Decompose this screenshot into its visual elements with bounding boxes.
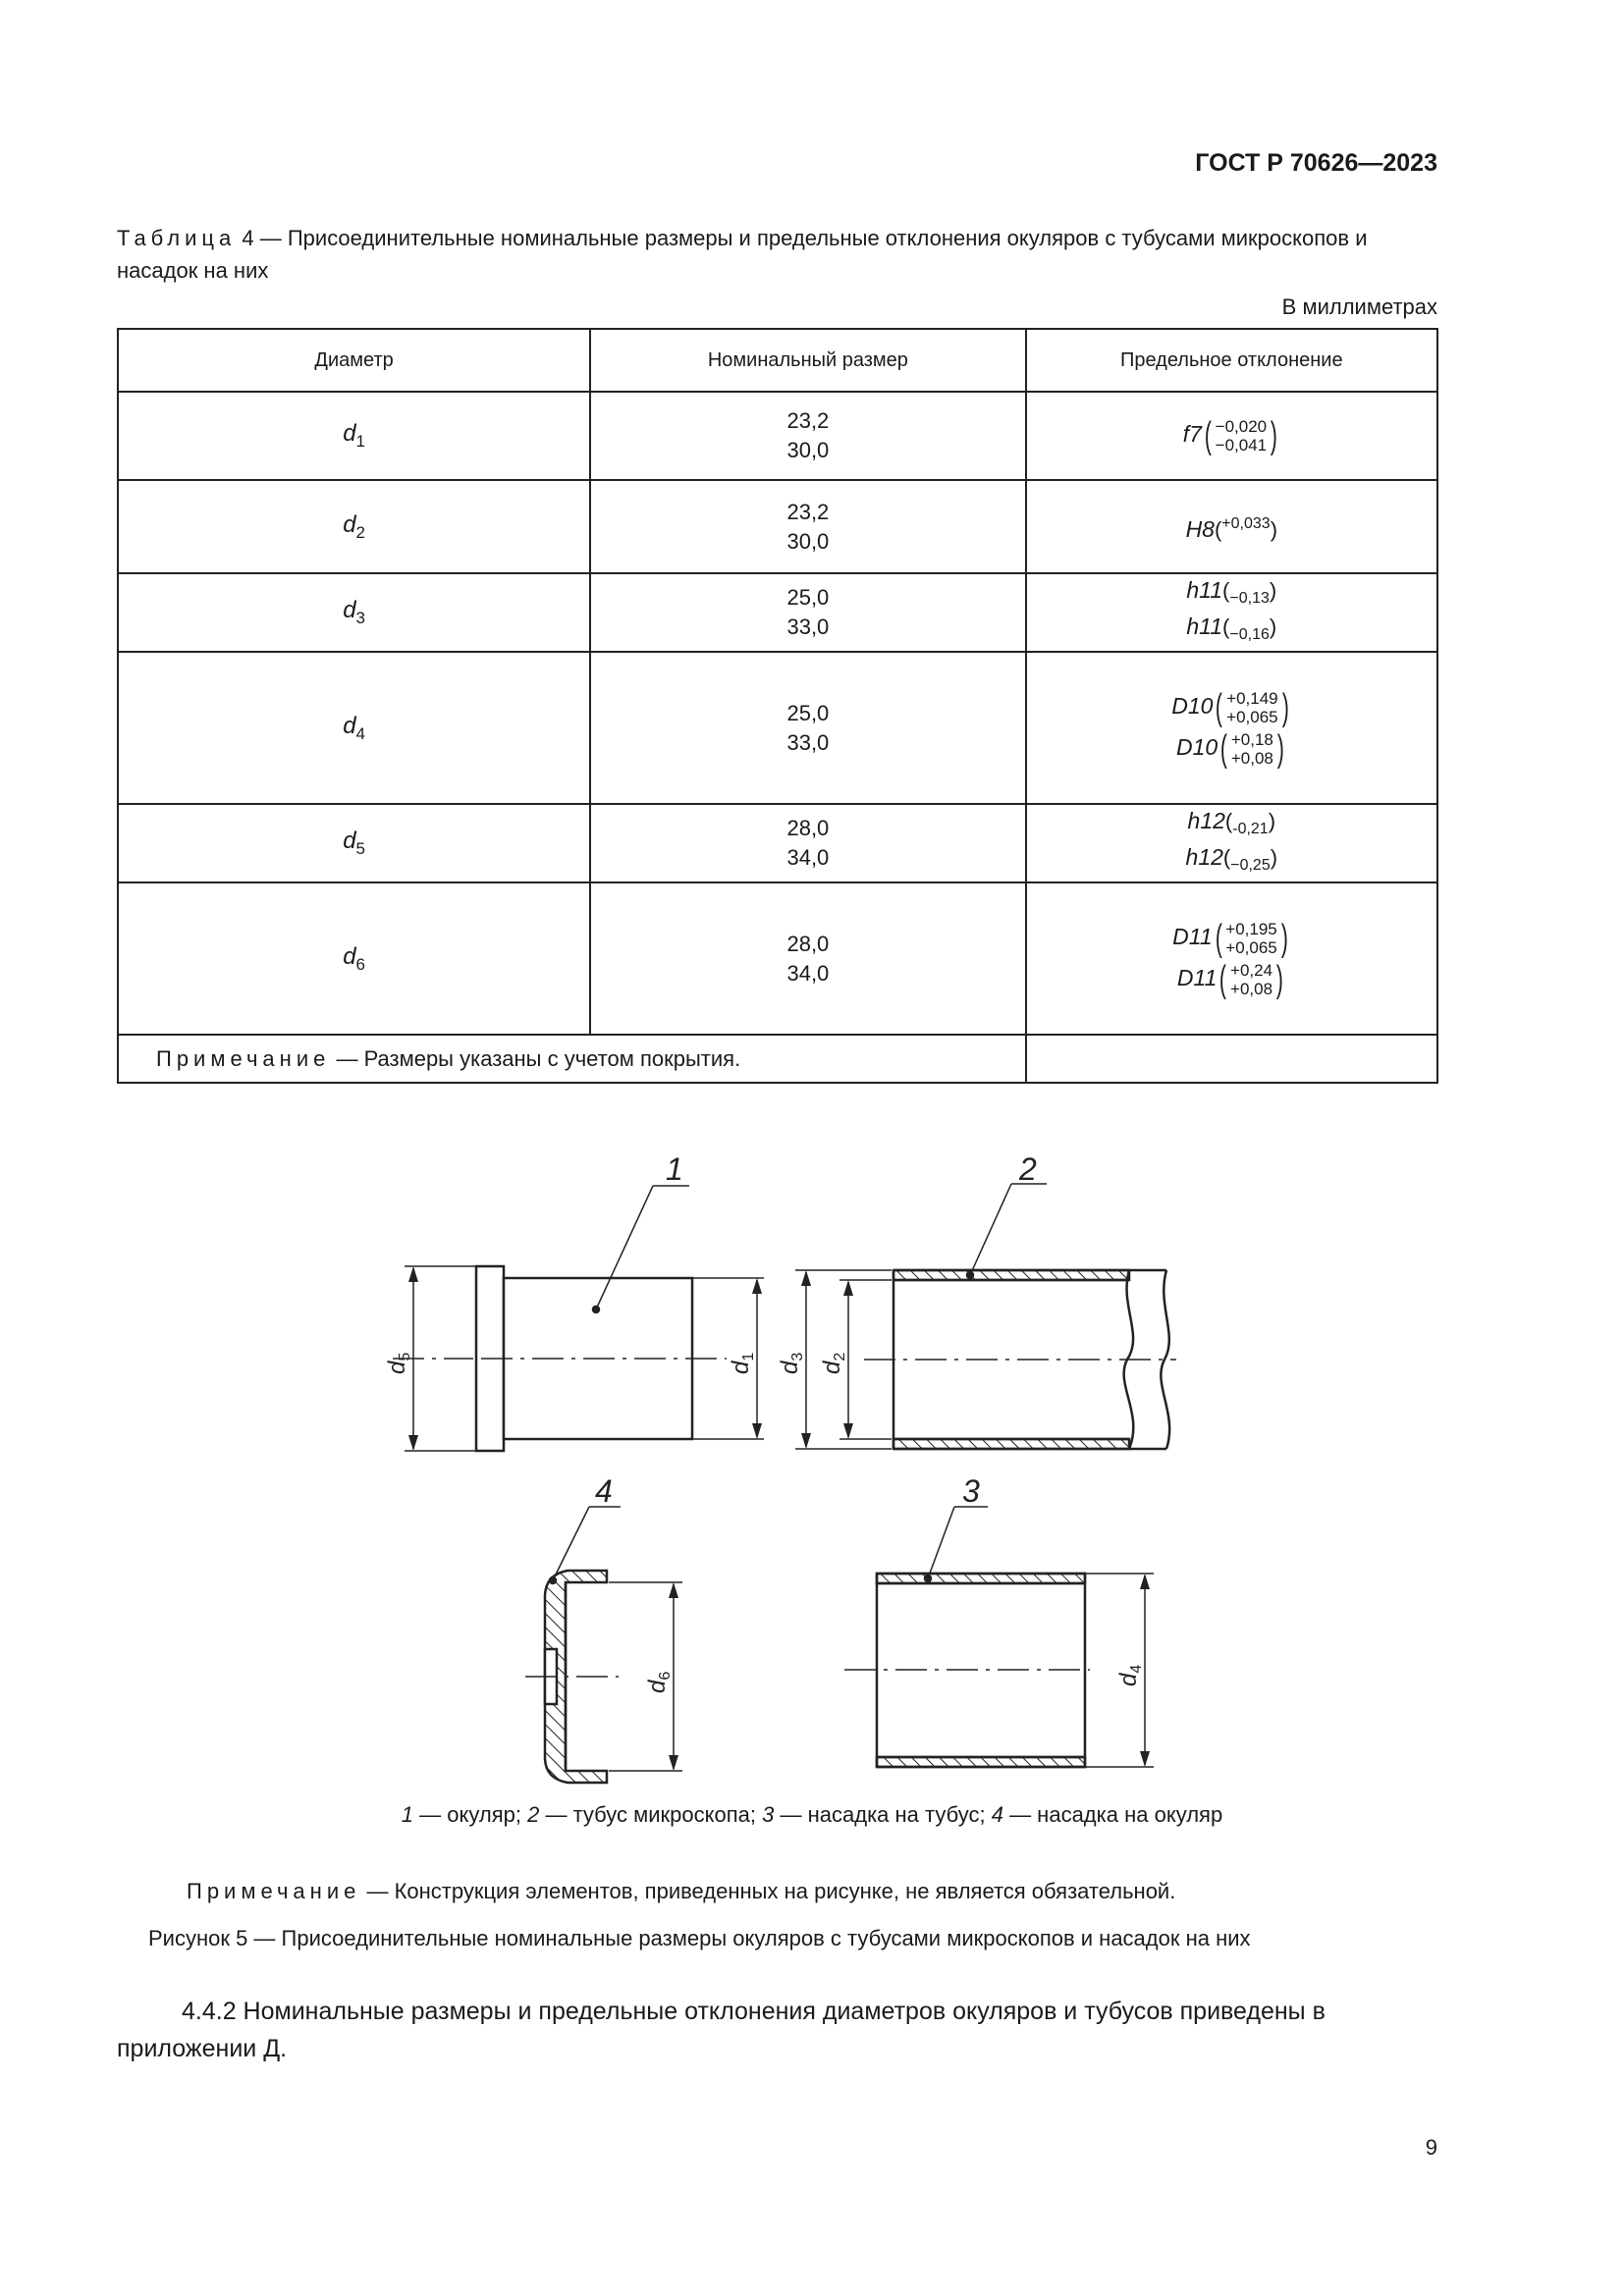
figure-title: Рисунок 5 — Присоединительные номинальные размеры окуляров с тубусами микроскопов и насадок на них: [148, 1926, 1251, 1950]
part-label-1: 1: [666, 1151, 683, 1187]
figure-note: Примечание — Конструкция элементов, приведенных на рисунке, не является обязательной.: [187, 1879, 1176, 1903]
body-paragraph: 4.4.2 Номинальные размеры и предельные отклонения диаметров окуляров и тубусов приведены в приложении Д.: [117, 1998, 1326, 2062]
diameter-cell: $d_4$: [118, 652, 590, 804]
nominal-cell: 25,0 33,0: [590, 652, 1025, 804]
table-caption-word: Таблица: [117, 226, 237, 250]
eyepiece-part: [393, 1186, 764, 1451]
dim-label-d3: $d_3$: [777, 1352, 806, 1374]
table-units: В миллиметрах: [1281, 294, 1437, 319]
column-header: Предельное отклонение: [1026, 329, 1437, 392]
diameter-cell: $d_1$: [118, 392, 590, 480]
dim-label-d1: $d_1$: [728, 1352, 757, 1374]
nominal-cell: 23,2 30,0: [590, 480, 1025, 573]
dim-label-d2: $d_2$: [819, 1352, 848, 1374]
nominal-cell: 25,0 33,0: [590, 573, 1025, 652]
microscope-tube-part: [795, 1184, 1176, 1449]
tolerance-cell: $h11(_{-0,13})$ $h11(_{-0,16})$: [1026, 573, 1437, 652]
figure-legend: 1 — окуляр; 2 — тубус микроскопа; 3 — насадка на тубус; 4 — насадка на окуляр: [401, 1802, 1223, 1827]
tolerance-cell: D11( +0,195 +0,065 ) D11( +0,24 +0,08 ): [1026, 882, 1437, 1035]
diameter-cell: $d_6$: [118, 882, 590, 1035]
nominal-cell: 28,0 34,0: [590, 804, 1025, 882]
nominal-cell: 28,0 34,0: [590, 882, 1025, 1035]
column-header: Номинальный размер: [590, 329, 1025, 392]
tolerance-cell: $h12(_{-0,21})$ $h12(_{-0,25})$: [1026, 804, 1437, 882]
dim-label-d5: $d_5$: [384, 1352, 413, 1374]
part-label-4: 4: [595, 1473, 613, 1509]
diameter-cell: $d_3$: [118, 573, 590, 652]
standard-number: ГОСТ Р 70626—2023: [1195, 149, 1437, 177]
part-label-2: 2: [1019, 1151, 1037, 1187]
dim-label-d6: $d_6$: [644, 1671, 674, 1693]
nominal-cell: 23,2 30,0: [590, 392, 1025, 480]
part-label-3: 3: [962, 1473, 980, 1509]
diameter-cell: $d_5$: [118, 804, 590, 882]
table-caption-text: 4 — Присоединительные номинальные размеры и предельные отклонения окуляров с тубусами микроскопов и насадок на них: [117, 226, 1368, 283]
table-note: Примечание — Размеры указаны с учетом покрытия.: [118, 1035, 1026, 1083]
eyepiece-cap-part: [525, 1507, 682, 1783]
tolerance-cell: H8($^{+0,033}$): [1026, 480, 1437, 573]
tolerance-cell: f7( −0,020 −0,041 ): [1026, 392, 1437, 480]
diameter-cell: $d_2$: [118, 480, 590, 573]
page-number: 9: [1425, 2135, 1437, 2160]
column-header: Диаметр: [118, 329, 590, 392]
dim-label-d4: $d_4$: [1115, 1664, 1145, 1686]
tolerance-cell: D10( +0,149 +0,065 ) D10( +0,18 +0,08 ): [1026, 652, 1437, 804]
tube-cap-part: [844, 1507, 1154, 1767]
